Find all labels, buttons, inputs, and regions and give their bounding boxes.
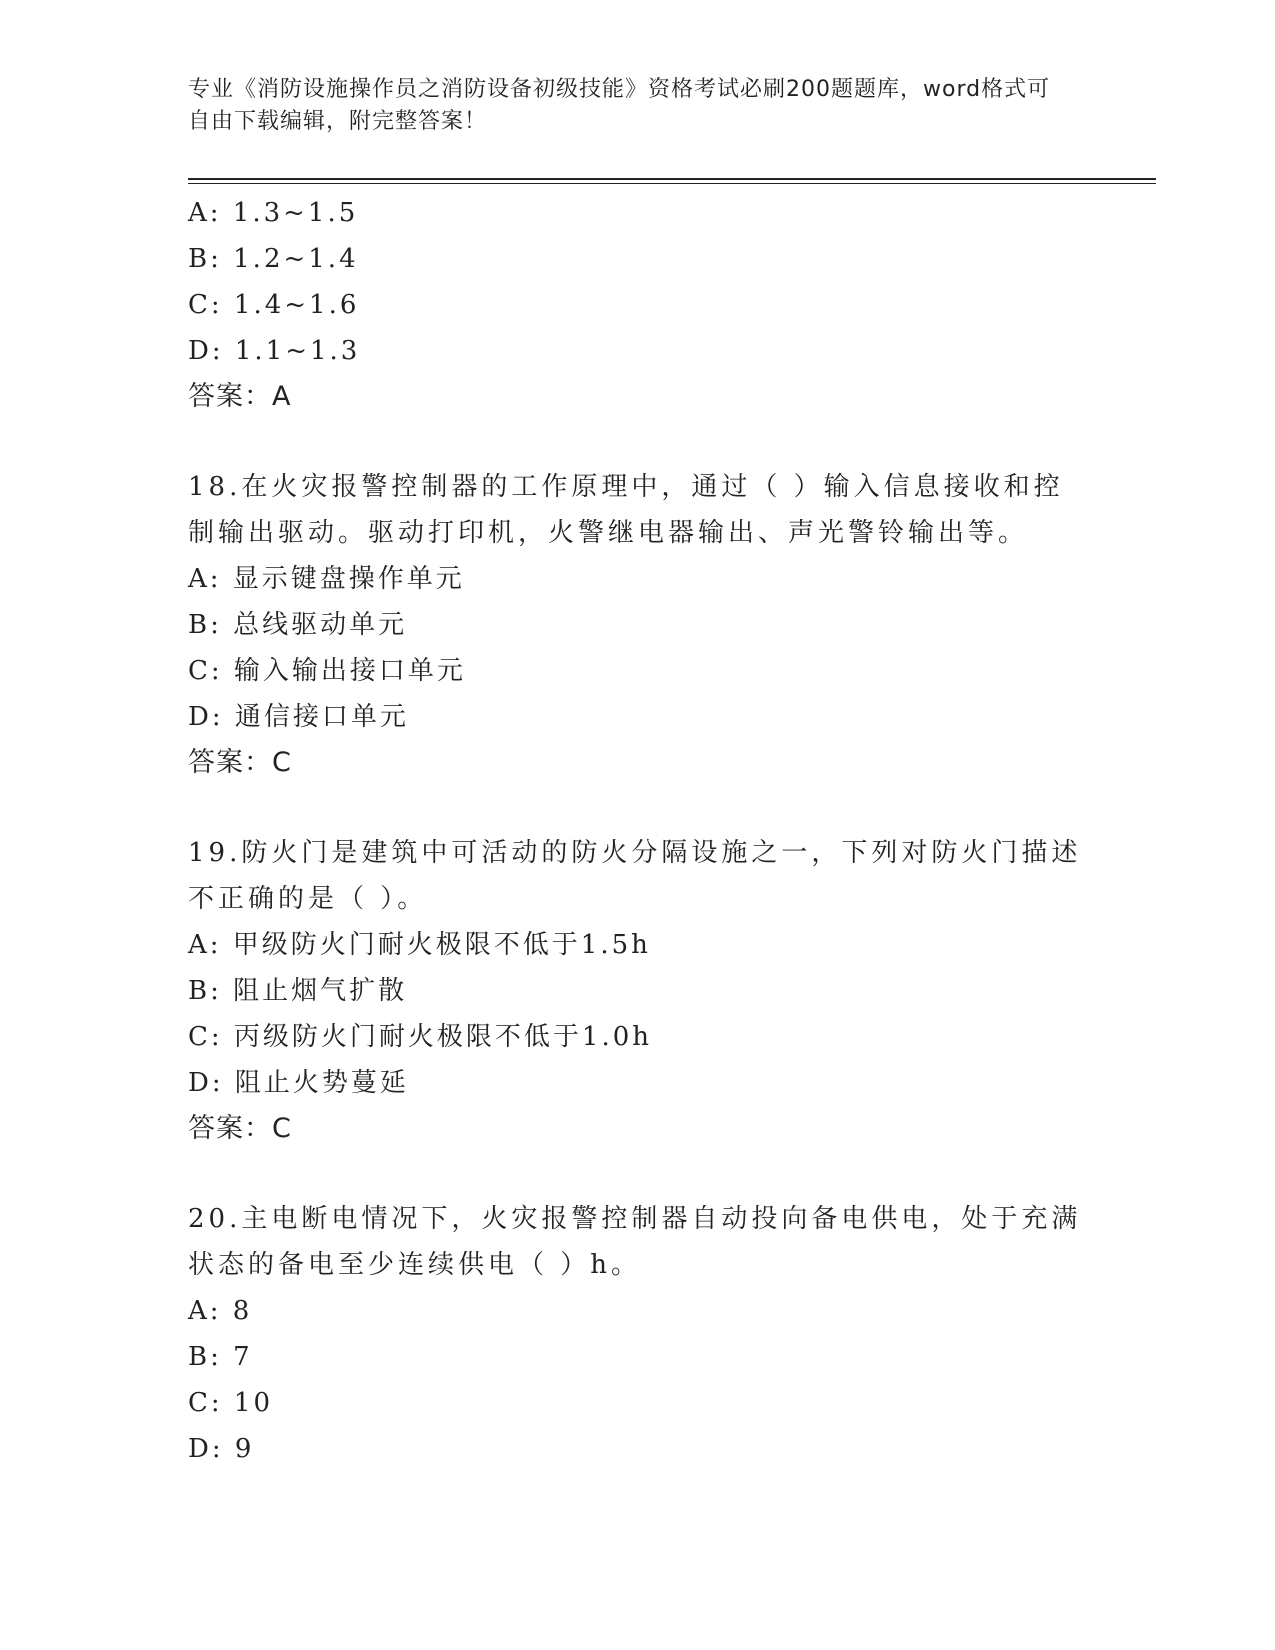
question-17-tail [188, 190, 1088, 420]
option-c: C: 丙级防火门耐火极限不低于1.0h [188, 1022, 653, 1052]
header-divider-thick [188, 178, 1156, 180]
question-stem: 20.主电断电情况下，火灾报警控制器自动投向备电供电，处于充满状态的备电至少连续供电（ ）h。 [188, 1204, 1082, 1280]
option-a: A: 8 [188, 1296, 253, 1326]
option-d: D: 9 [188, 1434, 255, 1464]
option-c: C: 10 [188, 1388, 274, 1418]
answer: 答案：C [188, 1113, 292, 1144]
header-divider-thin [188, 183, 1156, 184]
option-a: A: 显示键盘操作单元 [188, 564, 465, 594]
option-b: B: 7 [188, 1342, 253, 1372]
question-18 [188, 464, 1088, 786]
option-d: D: 1.1~1.3 [188, 336, 361, 366]
question-content [188, 190, 1088, 1472]
option-b: B: 总线驱动单元 [188, 610, 408, 640]
document-header: 专业《消防设施操作员之消防设备初级技能》资格考试必刷200题题库，word格式可自由下载编辑，附完整答案！ [188, 77, 1051, 134]
question-stem: 19.防火门是建筑中可活动的防火分隔设施之一，下列对防火门描述不正确的是（ ）。 [188, 838, 1082, 914]
option-c: C: 输入输出接口单元 [188, 656, 466, 686]
question-stem: 18.在火灾报警控制器的工作原理中，通过（ ）输入信息接收和控制输出驱动。驱动打印机，火警继电器输出、声光警铃输出等。 [188, 472, 1064, 548]
option-a: A: 1.3~1.5 [188, 198, 359, 228]
question-19 [188, 830, 1088, 1152]
option-d: D: 阻止火势蔓延 [188, 1068, 409, 1098]
option-c: C: 1.4~1.6 [188, 290, 360, 320]
answer: 答案：A [188, 381, 292, 412]
answer: 答案：C [188, 747, 292, 778]
option-d: D: 通信接口单元 [188, 702, 409, 732]
option-a: A: 甲级防火门耐火极限不低于1.5h [188, 930, 651, 960]
question-20 [188, 1196, 1088, 1472]
option-b: B: 1.2~1.4 [188, 244, 359, 274]
option-b: B: 阻止烟气扩散 [188, 976, 408, 1006]
